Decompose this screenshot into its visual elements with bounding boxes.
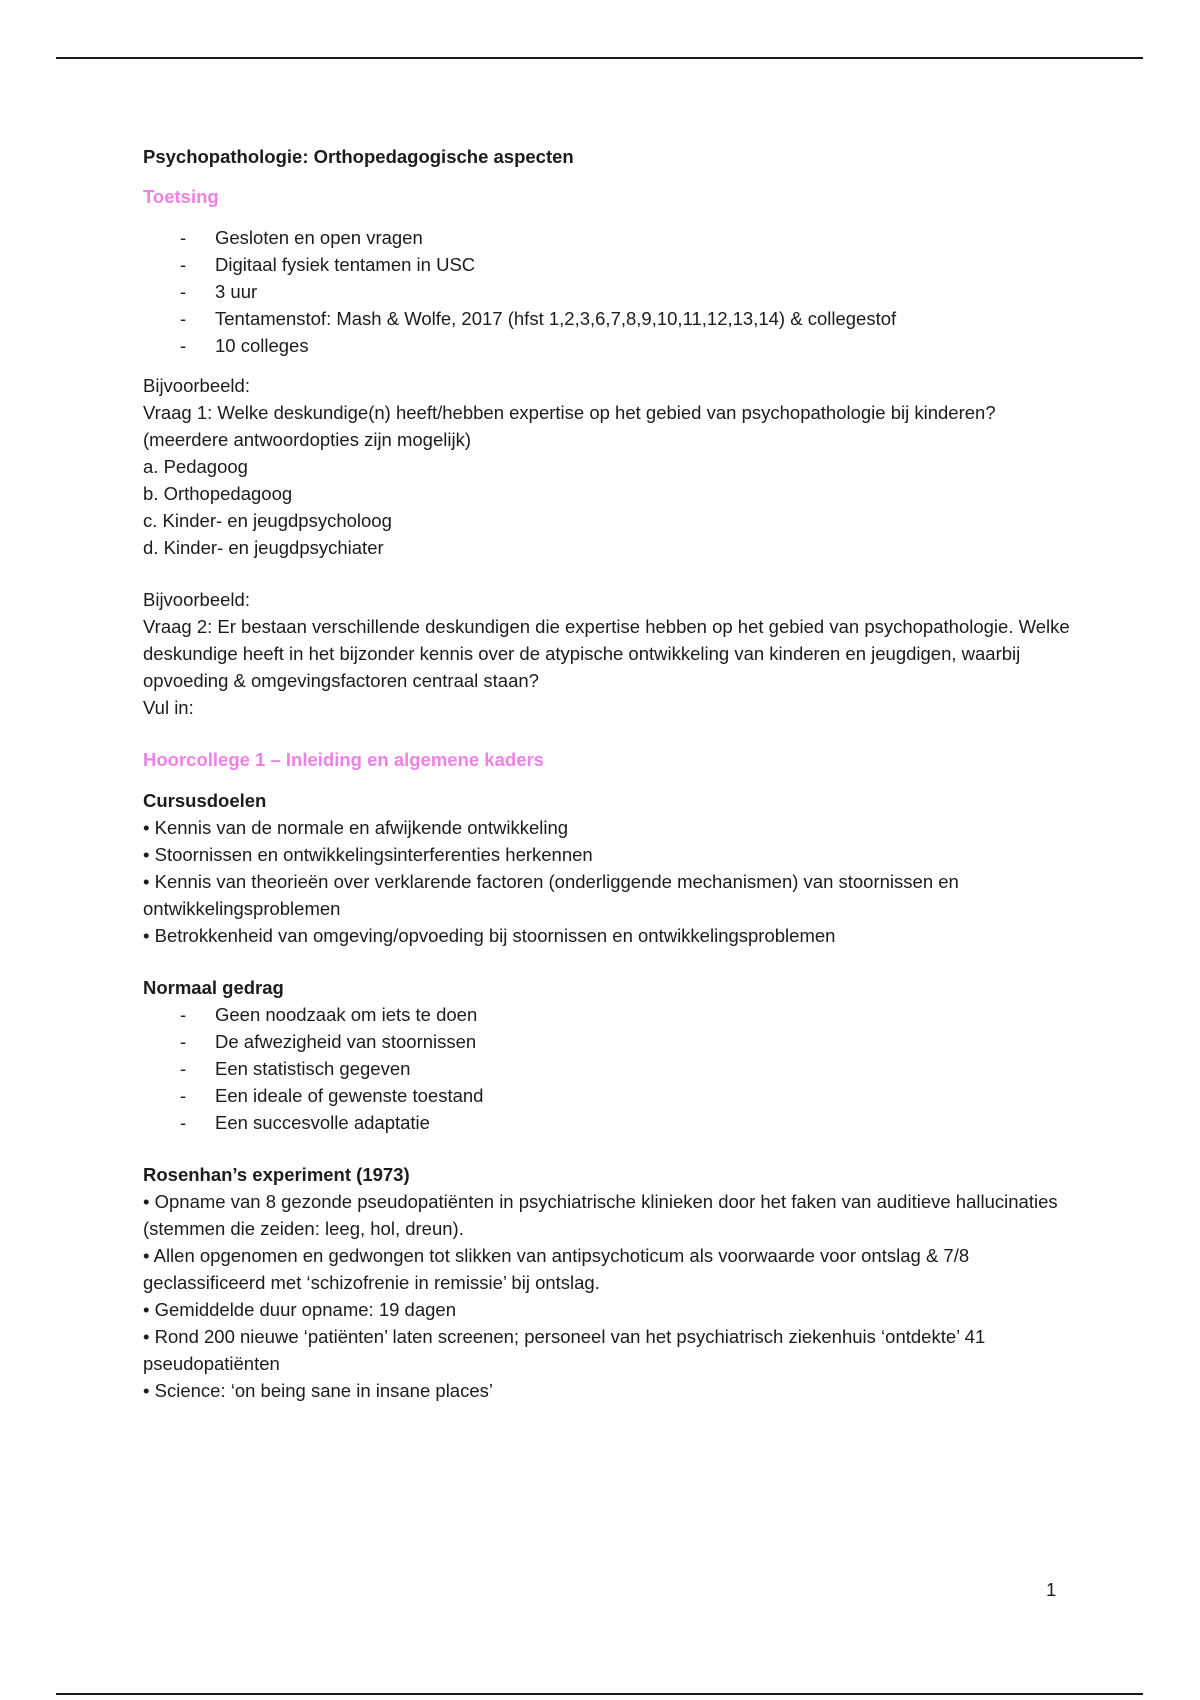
list-item: - Digitaal fysiek tentamen in USC bbox=[143, 251, 1083, 278]
answer-option: b. Orthopedagoog bbox=[143, 483, 293, 504]
example-question-2 bbox=[143, 586, 1083, 721]
list-item: • Kennis van de normale en afwijkende ontwikkeling bbox=[143, 814, 1083, 841]
list-item: - 3 uur bbox=[143, 278, 1083, 305]
course-goals-section bbox=[143, 787, 1083, 949]
list-item: - Geen noodzaak om iets te doen bbox=[143, 1001, 1083, 1028]
course-goals-heading: Cursusdoelen bbox=[143, 790, 267, 811]
normal-behaviour-heading: Normaal gedrag bbox=[143, 977, 284, 998]
course-goals-list bbox=[143, 814, 1083, 949]
normal-behaviour-list bbox=[143, 1001, 1083, 1136]
list-item: • Stoornissen en ontwikkelingsinterferenties herkennen bbox=[143, 841, 1083, 868]
question-text: Vraag 2: Er bestaan verschillende deskundigen die expertise hebben op het gebied van psychopathologie. Welke deskundige heeft in het bijzonder kennis over de atypische ontwikkeling van kinderen en jeugdigen, waarbij opvoeding & omgevingsfactoren centraal staan? bbox=[143, 616, 1070, 691]
answer-option: d. Kinder- en jeugdpsychiater bbox=[143, 537, 384, 558]
list-item: • Kennis van theorieën over verklarende factoren (onderliggende mechanismen) van stoornissen en ontwikkelingsproblemen bbox=[143, 868, 1083, 922]
list-item: • Allen opgenomen en gedwongen tot slikken van antipsychoticum als voorwaarde voor ontslag & 7/8 geclassificeerd met ‘schizofrenie in remissie’ bij ontslag. bbox=[143, 1242, 1083, 1296]
document-title: Psychopathologie: Orthopedagogische aspecten bbox=[143, 146, 574, 167]
fill-in-label: Vul in: bbox=[143, 697, 194, 718]
list-item: • Betrokkenheid van omgeving/opvoeding bij stoornissen en ontwikkelingsproblemen bbox=[143, 922, 1083, 949]
list-item: - Tentamenstof: Mash & Wolfe, 2017 (hfst 1,2,3,6,7,8,9,10,11,12,13,14) & collegestof bbox=[143, 305, 1083, 332]
rosenhan-list bbox=[143, 1188, 1083, 1404]
example-label: Bijvoorbeeld: bbox=[143, 589, 250, 610]
footer-rule bbox=[56, 1693, 1143, 1695]
answer-option: c. Kinder- en jeugdpsycholoog bbox=[143, 510, 392, 531]
normal-behaviour-section bbox=[143, 974, 1083, 1136]
question-text: Vraag 1: Welke deskundige(n) heeft/hebben expertise op het gebied van psychopathologie bij kinderen? (meerdere antwoordopties zijn mogelijk) bbox=[143, 402, 996, 450]
rosenhan-heading: Rosenhan’s experiment (1973) bbox=[143, 1164, 410, 1185]
document-body bbox=[143, 143, 1083, 1404]
toetsing-list bbox=[143, 224, 1083, 359]
page-number: 1 bbox=[1046, 1579, 1057, 1600]
list-item: - 10 colleges bbox=[143, 332, 1083, 359]
toetsing-heading: Toetsing bbox=[143, 186, 219, 207]
list-item: • Opname van 8 gezonde pseudopatiënten in psychiatrische klinieken door het faken van auditieve hallucinaties (stemmen die zeiden: leeg, hol, dreun). bbox=[143, 1188, 1083, 1242]
rosenhan-section bbox=[143, 1161, 1083, 1404]
list-item: - Een ideale of gewenste toestand bbox=[143, 1082, 1083, 1109]
list-item: • Gemiddelde duur opname: 19 dagen bbox=[143, 1296, 1083, 1323]
example-label: Bijvoorbeeld: bbox=[143, 375, 250, 396]
list-item: • Science: ‘on being sane in insane places’ bbox=[143, 1377, 1083, 1404]
list-item: - Een succesvolle adaptatie bbox=[143, 1109, 1083, 1136]
list-item: - De afwezigheid van stoornissen bbox=[143, 1028, 1083, 1055]
list-item: - Gesloten en open vragen bbox=[143, 224, 1083, 251]
answer-option: a. Pedagoog bbox=[143, 456, 248, 477]
list-item: • Rond 200 nieuwe ‘patiënten’ laten screenen; personeel van het psychiatrisch ziekenhuis ‘ontdekte’ 41 pseudopatiënten bbox=[143, 1323, 1083, 1377]
lecture-1-heading: Hoorcollege 1 – Inleiding en algemene kaders bbox=[143, 749, 544, 770]
example-question-1 bbox=[143, 372, 1083, 561]
list-item: - Een statistisch gegeven bbox=[143, 1055, 1083, 1082]
header-rule bbox=[56, 57, 1143, 59]
